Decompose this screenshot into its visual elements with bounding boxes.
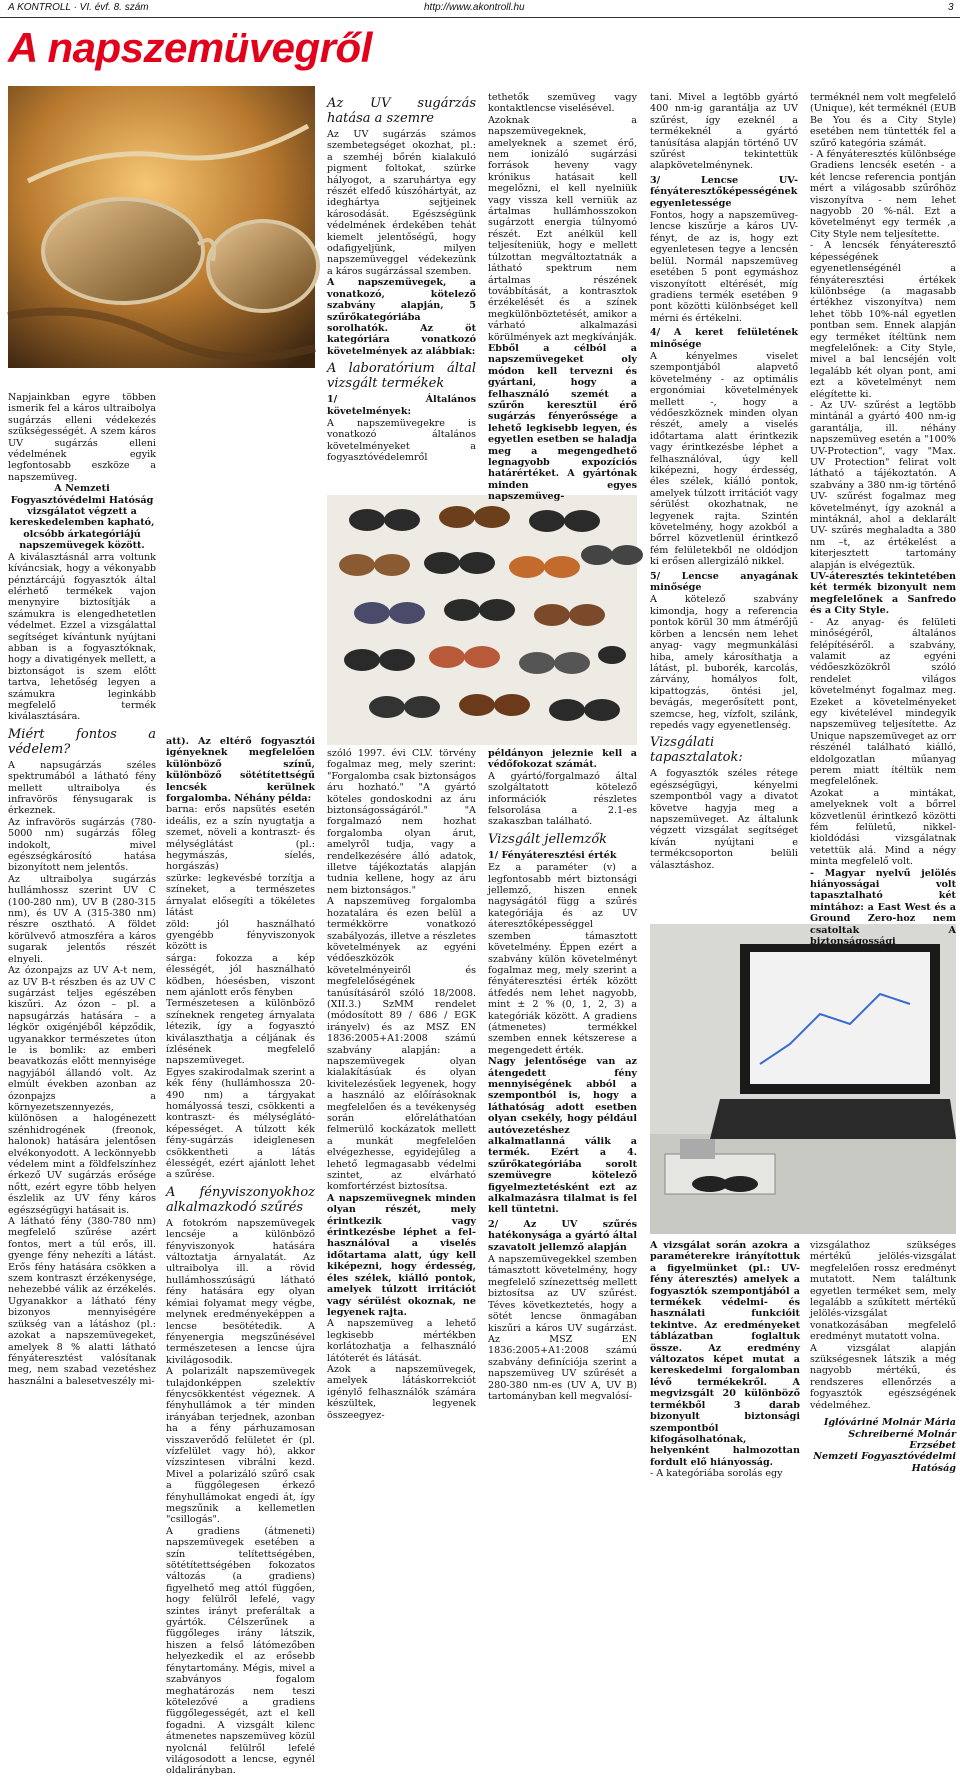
section-heading-uv-effect: Az UV sugárzás hatása a szemre [327,96,476,126]
column-5-top [650,92,798,922]
general-requirements-heading: 1/ Általános követelmények: [327,394,476,417]
uv-diseases-paragraph: Az UV sugárzás számos szembetegséget okozhat, pl.: a szemhéj bőrén kialakuló pigment foltokat, szürke hályogot, a szaruhártya egy részét elfedő kúszóhártyát, az ideghártya sejtjeinek károsodását. Egészségünk védelmének érdekében tehát kiemelt jelentőségű, hogy odafigyeljünk, milyen napszemüveggel védekezünk a káros sugárzással szemben. [327,129,476,277]
sunglasses-photo [8,86,315,368]
article-title: A napszemüvegről [8,24,372,71]
lens-color-grey: szürke: legkevésbé torzítja a színeket, a természetes árnyalat elősegíti a tökéletes látást [166,872,315,919]
frame-surface-heading: 4/ A keret felületének minősége [650,327,798,350]
gradient-result-paragraph: - A fényáteresztés különbsége Gradiens lencsék esetén - a két lencse referencia pontján mért a világosabb szűrőhöz viszonyítva - nem lehet nagyobb 20 %-nál. Ezt a követelményt egy termék ,a City Style nem teljesítette. [810,149,956,240]
correction-paragraph: Azok a napszemüvegek, amelyek látáskorrekciót igénylő felhasználók számára készültek, legyenek összeegyez- [327,1363,476,1421]
regulation-paragraph: A napszemüveg forgalomba hozatalára és ezen belül a termékkörre vonatkozó szabályozás, illetve a részletes követelmények az egyéni védőeszközök követelményeiről és megfelelőségének tanúsításáról szóló 18/2008. (XII.3.) SzMM rendelet (módosított 89 / 686 / EGK irányelv) és az MSZ EN 1836:2005+A1:2008 számú szabvány alapján: a napszemüvegek olyan kialakításúak és olyan kivitelezésűek legyenek, hogy a használó az előírásoknak megfelelően és a tevékenység során előreláthatóan felmerülő kockázatok mellett a munkát megfelelően elvégezhesse, egyidejűleg a lehető legmagasabb védelmi szintet, az elvárható komfortérzést biztosítsa. [327,896,476,1193]
lens-color-yellow: sárga: fokozza a kép élességét, jól használható ködben, hóesésben, viszont nem ajánlott erős fényben [166,952,315,998]
selection-paragraph: A kiválasztásnál arra voltunk kíváncsiak, hogy a vékonyabb pénztárcájú fogyasztók által elérhető termékek vajon menynyire biztosítják a számukra is elengedhetetlen védelmet. Ezzel a vizsgálattal segítséget kívántunk nyújtani abban is a fogyasztóknak, hogy a divatigények mellett, a biztonságot is szem előtt tartva, lehetőség legyen a számukra leginkább megfelelő termék kiválasztására. [8,551,156,723]
nickel-paragraph: Azokat a mintákat, amelyeknek volt a bőrrel közvetlenül érintkező közötti fém felületű, nikkel- kioldódási vizsgálatnak vetettük alá. Mind a négy minta megfelelő volt. [810,787,956,868]
uniformity-heading: 3/ Lencse UV-fényáteresztőképességének egyenletessége [650,174,798,209]
section-heading-tested: A laboratórium által vizsgált termékek [327,361,476,392]
column-2 [166,736,315,1777]
header-publication: A KONTROLL · VI. évf. 8. szám [8,2,149,13]
header-page-number: 3 [948,2,954,13]
measurement-laptop-photo [650,924,956,1234]
uniformity-result-paragraph: - A lencsék fényáteresztő képességének egyenetlenségénél a fényáteresztési értékek különbsége (a magasabb értékhez viszonyítva) nem lehet több 10%-nál egyetlen pontban sem. Ennek alapján egy terméket ítéltünk nem megfelelőnek: a City Style, mivel a bal lencséjén volt legalább két olyan pont, ami ezt a követelményt nem elégítette ki. [810,240,956,400]
spectrum-paragraph: A napsugárzás széles spektrumából a látható fény mellett ultraibolya és infravörös fénysugarak is érkeznek. [8,759,156,817]
ozone-paragraph: Az ózonpajzs az UV A-t nem, az UV B-t részben és az UV C sugárzást teljes egészében kiszűri. Az ózon – pl. a napsugárzás hatására – a légkör oxigénjéből képződik, ugyanakkor természetes úton le is bomlik: az emberi beavatkozás előtt mennyisége nagyjából állandó volt. Az elmúlt években azonban az ózonpajzs a környezetszennyezés, különösen a halogénezett szénhidrogének (freonok, halonok) hatására jelentősen elvékonyodott. A leckönnyebb védelem mint a földfelszínhez érkező UV sugárzás erősége nőtt, ezért egyre több helyen észlelik az UV fény káros egészségügyi hatásait is. [8,965,156,1216]
column-4-bottom [488,748,637,1476]
lens-color-green: zöld: jól használható gyengébb fényviszonyok között is [166,918,315,953]
material-result-paragraph: - Az anyag- és felületi minőségéről, általános felépítéséről. a szabvány, valamit az egyéni védőeszközökről szóló rendelet világos követelményt fogalmaz meg. Ezeket a követelményeket egy kivételével mindegyik napszemüveg teljesítette. Az Unique napszemüveget az orr részénél található kiálló, eldolgozatlan műanyag perem miatt ítéltük nem megfelelőnek. [810,616,956,788]
filter-categories-paragraph: A napszemüvegek, a vonatkozó, kötelező szabvány alapján, 5 szűrőkategóriába sorolhatók. Az öt kategóriára vonatkozó követelmények az alábbiak: [327,277,476,357]
manufacturer-info-paragraph: A gyártó/forgalmazó által szolgáltatott kötelező információk részletes felsorolása a 2.1-es szakaszban található. [488,770,637,828]
uniformity-paragraph: Fontos, hogy a napszemüveg-lencse kiszűrje a káros UV-fényt, de az is, hogy ezt egyenletesen tegye a lencsén belül. Normál napszemüveg esetében 5 pont egymáshoz viszonyított eltérését, míg gradiens termék esetében 9 pont közötti különbséget kell mérni és értékelni. [650,210,798,324]
colors-paragraph: Természetesen a különböző színeknek rengeteg árnyalata létezik, így a fogyasztó kiválaszthatja a céljának és ízlésének megfelelő napszemüveget. [166,998,315,1067]
exposure-limit-paragraph: Ebből a célból a napszemüvegeket oly módon kell tervezni és gyártani, hogy a felhasználó szemét a szűrőn keresztül érő sugárzás fényerőssége a lehető legkisebb legyen, és egyetlen esetben se haladja meg a megengedhető legnagyobb expozíciós határértéket. A gyártónak minden egyes napszemüveg- [488,342,637,503]
author-2: Schreiberné Molnár Erzsébet [848,1428,956,1451]
section-heading-why: Miért fontos a védelem? [8,726,156,757]
column-5-bottom [650,1240,800,1480]
driving-warning-paragraph: Nagy jelentősége van az átengedett fény mennyiségének abból a szempontból is, hogy a láthatóság adott esetben olyan csekély, hogy például autóvezetéshez alkalmatlanná válik a termék. Ezért a 4. szűrőkategóriába sorolt szemüvegre kötelező figyelmeztetésként ezt az alkalmazásra tilalmat is fel kell tüntetni. [488,1056,637,1216]
ultraviolet-paragraph: Az ultraibolya sugárzás hullámhossz szerint UV C (100-280 nm), UV B (280-315 nm), és UV A (315-380 nm) részre osztható. A földet körülvevő atmoszféra a káros sugarak jelentős részét elnyeli. [8,873,156,965]
uv-fail-paragraph: UV-áteresztés tekintetében két termék bizonyult nem megfelelőnek a Sanfredo és a City Style. [810,571,956,617]
author-1: Iglóváriné Molnár Mária [823,1417,956,1429]
uv-result-paragraph: - Az UV- szűrést a legtöbb mintánál a gyártó 400 nm-ig garantálja, ill. néhány napszemüveg esetén a "100% UV-Protection", vagy "Max. UV Protection" felirat volt látható a tájékoztatón. A szabvány a 380 nm-ig történő UV- szűrést fogalmaz meg követelményt, így azoknál a mintáknál, ahol a deklarált UV- szűrés meghaladta a 380 nm –t, az értékelést a kiterjesztett tartomány alapján is elvégeztük. [810,399,956,571]
sunglasses-collection-image [327,495,637,745]
uv-400-paragraph: tani. Mivel a legtöbb gyártó 400 nm-ig garantálja az UV szűrést, így ezeknél a termékeknél a gyártó tanúsítása alapján történő UV szűrést tekintettük alapkövetelménynek. [650,92,798,172]
polarized-paragraph: A polarizált napszemüvegek tulajdonképpen szelektív fénycsökkentést végeznek. A fényhullámok a tér minden irányában terjednek, azonban ha a fény párhuzamosan visszaverődő felületet ér (pl. vízfelület vagy hó), akkor vízszintesen vibrálni kezd. Mivel a polarizáló szűrő csak a függőlegesen érkező fényhullámokat engedi át, így megszűnik a kellemetlen "csillogás". [166,1366,315,1526]
column-3-top [327,92,476,490]
law-paragraph: szóló 1997. évi CLV. törvény fogalmaz meg, mely szerint: "Forgalomba csak biztonságos áru hozható." "A gyártó köteles gondoskodni az áru biztonságosságáról." "A forgalmazó nem hozhat forgalomba olyan árut, amelyről tudja, vagy a rendelkezésére álló adatok, illetve tájékoztatás alapján tudnia kellene, hogy az áru nem biztonságos." [327,748,476,896]
lens-color-brown: barna: erős napsütés esetén ideális, ez a szín nyugtatja a szemet, növeli a kontraszt- és mélységlátást (pl.: hegymászás, síelés, horgászás) [166,804,315,873]
lens-material-heading: 5/ Lencse anyagának minősége [650,570,798,594]
intro-paragraph: Napjainkban egyre többen ismerik fel a káros ultraibolya sugárzás elleni védekezés szükségességét. A szem káros UV sugárzás elleni védelmének egyik legfontosabb eszköze a napszemüveg. [8,392,156,483]
protection-level-paragraph: példányon jeleznie kell a védőfokozat számát. [488,748,637,771]
column-4-top [488,92,637,503]
labeling-paragraph: - Magyar nyelvű jelölés hiányosságai volt tapasztalható két mintához: a East West és a Ground Zero-hoz nem csatoltak A biztonságossági [810,867,956,948]
frame-contact-paragraph: A napszemüvegnek minden olyan részét, mely érintkezik vagy érintkezésbe léphet a fel- használóval a viselés időtartama alatt, úgy kell kiképezni, hogy érdesség, éles szélek, kiálló pontok, amelyek túlzott irritációt vagy sérülést okoznak, ne legyenek rajta. [327,1192,476,1318]
visible-light-paragraph: A látható fény (380-780 nm) megfelelő szűrése azért fontos, mert a túl erős, ill. gyenge fény nehezíti a látást. Erős fény hatására csökken a szem kontraszt érzékenysége, nehezebbé válik az érzékelés. Ugyanakkor a látható fény bizonyos mennyiségére szükség van a látáshoz (pl.: azokat a napszemüvegeket, amelyek 8 % alatti látható fényáteresztést valósítanak meg, nem szabad vezetéshez használni a balesetveszély mi- [8,1216,156,1387]
infrared-paragraph: Az infravörös sugárzás (780-5000 nm) sugárzás főleg indokolt, mivel egészségkárosító hatása bizonyított nem jelentős. [8,816,156,874]
results-paragraph: A vizsgálat során azokra a paraméterekre irányítottuk a figyelmünket (pl.: UV-fény áteresztés) amelyek a fogyasztók szempontjából a termékek védelmi- és használati funkcióit tekintve. Az eredményeket táblázatban foglaltuk össze. Az eredmény változatos képet mutat a kereskedelmi forgalomban lévő termékekről. A megvizsgált 20 különböző termékből 3 darab bizonyult biztonsági szempontból kifogásolhatónak, helyenként halmozottan fordult elő hiányosság. [650,1240,800,1468]
sunglasses-collection-photo [327,495,637,745]
section-heading-experience: Vizsgálati tapasztalatok: [650,735,743,766]
labeling-result-paragraph: vizsgálathoz szükséges mértékű jelölés-vizsgálat megfelelően rossz eredményt mutatott. Nem találtunk egyetlen terméket sem, mely legalább a szűkített mértékű jelölés-vizsgálat vonatkozásában megfelelő eredményt mutatott volna. [810,1240,956,1343]
laptop-photo-image [650,924,956,1234]
author-organization: Nemzeti Fogyasztóvédelmi Hatóság [813,1451,956,1474]
section-heading-properties: Vizsgált jellemzők [488,831,608,847]
contact-lens-paragraph: tethetők szemüveg vagy kontaktlencse viselésével. [488,92,637,115]
column-6-bottom [810,1240,956,1476]
column-3-bottom [327,748,476,1476]
gradient-paragraph: A gradiens (átmeneti) napszemüvegek esetében a szín telítettségében, sötétítettségében fokozatos változás (a gradiens) figyelhető meg attól függően, hogy felülről lefelé, vagy szintes irányt preferáltak a gyártók. Célszerűnek a függőleges irány látszik, hiszen a felső látómezőben helyezkedik el az erősebb fénytartomány. Mégis, mivel a szabványos fogalom meghatározás nem teszi kötelezővé a gradiens függőlegességét, azt el kell fogadni. A vizsgált kilenc átmenetes napszemüveg közül nyolcnál felülről lefelé világosodott a lencse, egynél oldalirányban. [166,1525,315,1777]
experience-paragraph: A fogyasztók széles rétege egészségügyi, kényelmi szempontból vagy a divatot követve hagyja meg a napszemüveget. Az általunk végzett vizsgálat segítséget kíván nyújtani e termékcsoporton belüli választáshoz. [650,768,798,871]
uv-filter-heading: 2/ Az UV szűrés hatékonysága a gyártó által szavatolt jellemző alapján [488,1218,637,1253]
transmittance-heading: 1/ Fényáteresztési érték [488,849,617,861]
sunglasses-photo-image [8,86,315,368]
general-requirements-paragraph: A napszemüvegekre is vonatkozó általános követelményeket a fogyasztóvédelemről [327,417,476,464]
section-heading-adaptive: A fényviszonyokhoz alkalmazkodó szűrés [166,1184,315,1215]
conclusion-paragraph: A vizsgálat alapján szükségesnek látszik a még nagyobb mértékű, és rendszeres ellenőrzés a fogyasztók egészségének védelméhez. [810,1342,956,1411]
column-6-top [810,92,956,948]
uv-filter-paragraph: A napszemüvegekkel szemben támasztott követelmény, hogy megfelelő színezettség mellett biztosítsa az UV szűrést. Téves következtetés, hogy a sötét lencse önmagában kiszűri a káros UV sugárzást. Az MSZ EN 1836:2005+A1:2008 számú szabvány definíciója szerint a napszemüveg UV szűrését a 280-380 nm-es (UV A, UV B) tartományban kell megvalósí- [488,1254,637,1402]
column-1 [8,392,156,1476]
radiation-absorb-paragraph: Azoknak a napszemüvegeknek, amelyeknek a szemet érő, nem ionizáló sugárzási források heveny vagy krónikus hatásait kell megelőzni, el kell nyelniük vagy vissza kell verniük az ártalmas hullámhosszokon sugárzott energia túlnyomó részét. Ezt anélkül kell teljesíteniük, hogy e mellett túlzottan megváltoztatnák a látható spektrum nem ártalmas részének továbbítását, a kontrasztok érzékelését és a színek megkülönböztetését, amikor a várható alkalmazási körülmények azt megkívánják. [488,114,637,343]
lens-colors-intro: att). Az eltérő fogyasztói igényeknek megfelelően különböző színű, különböző sötétítettségű lencsék kerülnek forgalomba. Néhány példa: [166,736,315,805]
lens-material-paragraph: A kötelező szabvány kimondja, hogy a referencia pontok körül 30 mm átmérőjű körben a lencsén nem lehet anyag- vagy megmunkálási hiba, amely károsíthatja a látást, pl. buborék, karcolás, zárvány, homályos folt, kipattogzás, öntési jel, bevágás, megerősített pont, szemcse, heg, vízfolt, szilánk, repedés vagy egyenetlenség. [650,594,798,731]
header-url[interactable]: http://www.akontroll.hu [424,2,525,13]
category-fail-paragraph: - A kategóriába sorolás egy [650,1468,783,1480]
page-header [0,0,960,18]
frame-surface-paragraph: A kényelmes viselet szempontjából alapvető követelmény - az optimális ergonómiai követelmények mellett -, hogy a védőeszköznek minden olyan részét, amely a viselés időtartama alatt érintkezik vagy érintkezésbe léphet a felhasználóval, úgy kell kiképezni, hogy érdesség, éles szélek, kiálló pontok, amelyek túlzott irritációt vagy sérülést okozhatnak, ne legyenek rajta. Szintén követelmény, hogy azokból a bőrrel közvetlenül érintkező fém felületekből ne oldódjon ki erősen allergizáló nikkel. [650,350,798,568]
field-of-view-paragraph: A napszemüveg a lehető legkisebb mértékben korlátozhatja a felhasználó látóterét és látását. [327,1318,476,1364]
photochromic-paragraph: A fotokróm napszemüvegek lencséje a különböző fényviszonyok hatására változtatja árnyalatát. Az ultraibolya ill. a rövid hullámhosszúságú látható fény hatására egy olyan kémiai folyamat megy végbe, melynek eredményeképpen a lencse besötétedik. A fényenergia megszűnésével természetesen a lencse újra kivilágosodik. [166,1217,315,1366]
intro-highlight: A Nemzeti Fogyasztóvédelmi Hatóság vizsgálatot végzett a kereskedelemben kapható, olcsóbb árkategóriájú napszemüvegek között. [9,483,155,552]
blue-light-paragraph: Egyes szakirodalmak szerint a kék fény (hullámhossza 20-490 nm) a tárgyakat homályossá teszi, csökkenti a kontraszt- és mélységlátó-képességet. A túlzott kék fény-sugárzás ideiglenesen csökkentheti a látás élességét, ezért ajánlott lehet a szűrése. [166,1066,315,1181]
unique-paragraph: terméknél nem volt megfelelő (Unique), két terméknél (EUB Be You és a City Style) esetében nem tüntették fel a szűrő kategória számát. [810,92,956,149]
transmittance-paragraph: Ez a paraméter (v) a legfontosabb mért biztonsági jellemző, hiszen ennek nagyságától függ a szűrés kategóriája és az UV áteresztőképességgel szemben támasztott követelmény. Éppen ezért a szabvány külön követelményt fogalmaz meg, mely szerint a fényáteresztési érték között átfedés nem lehet nagyobb, mint ± 2 % (0, 1, 2, 3) a kategóriák között. A gradiens (átmenetes) termékkel szemben ennek kétszerese a megengedett érték. [488,862,637,1056]
